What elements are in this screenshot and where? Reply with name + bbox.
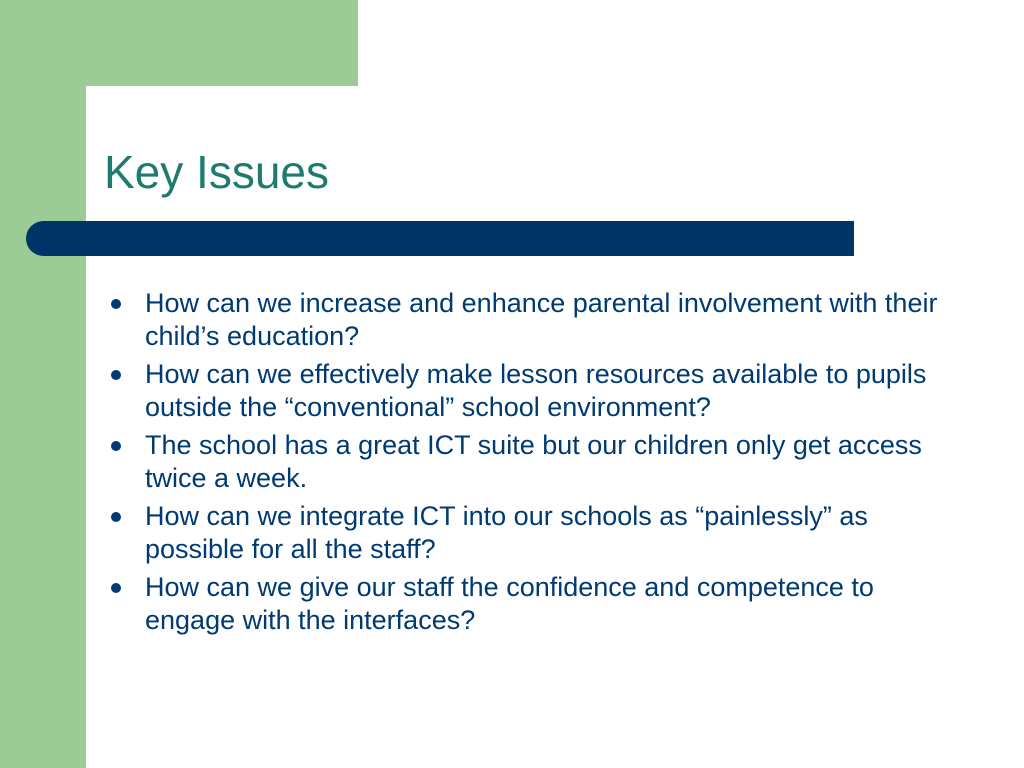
- slide-title: Key Issues: [104, 146, 329, 198]
- bullet-dot-icon: [111, 370, 121, 380]
- bullet-dot-icon: [111, 583, 121, 593]
- bullet-text: How can we increase and enhance parental involvement with their child’s education?: [145, 288, 938, 351]
- bullet-item: [104, 358, 944, 424]
- bullet-item: [104, 287, 944, 353]
- bullet-list: [104, 287, 944, 642]
- bullet-item: [104, 500, 944, 566]
- bullet-item: [104, 571, 944, 637]
- bullet-dot-icon: [111, 299, 121, 309]
- bullet-dot-icon: [111, 512, 121, 522]
- decorative-green-strip: [0, 0, 86, 768]
- bullet-text: The school has a great ICT suite but our children only get access twice a week.: [145, 430, 922, 493]
- title-underline-bar: [26, 221, 854, 256]
- bullet-text: How can we effectively make lesson resources available to pupils outside the “conventional” school environment?: [145, 359, 927, 422]
- bullet-dot-icon: [111, 441, 121, 451]
- bullet-text: How can we give our staff the confidence and competence to engage with the interfaces?: [145, 572, 874, 635]
- bullet-item: [104, 429, 944, 495]
- bullet-text: How can we integrate ICT into our schools as “painlessly” as possible for all the staff?: [145, 501, 868, 564]
